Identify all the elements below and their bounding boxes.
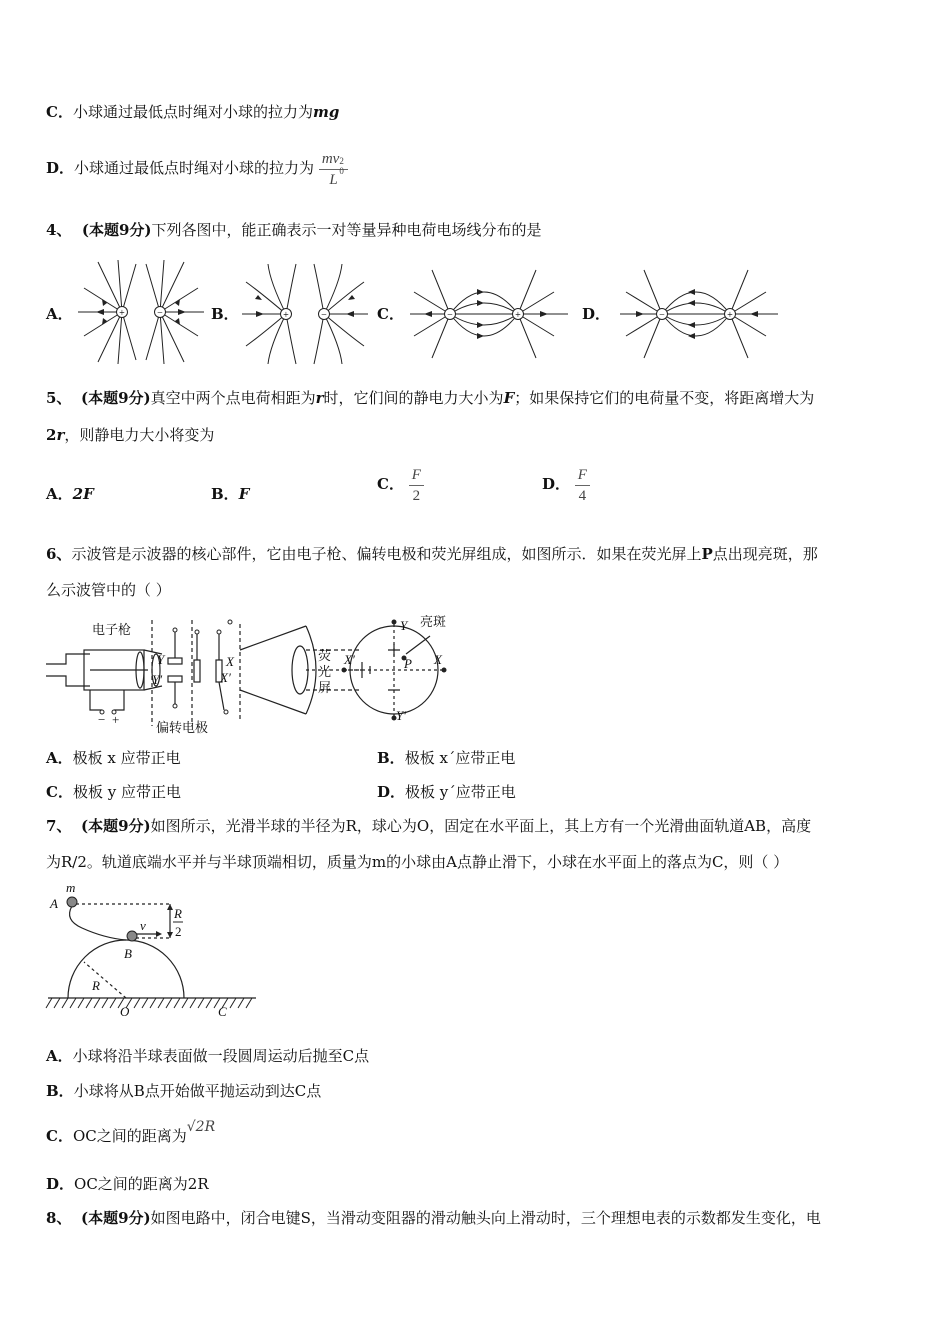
- q6-stem-line2: 么示波管中的（ ）: [46, 581, 171, 599]
- question-points: (本题9分): [80, 817, 151, 835]
- question-text: 真空中两个点电荷相距为: [150, 389, 316, 407]
- label-O: O: [120, 1004, 130, 1019]
- label-screen-1: 荧: [318, 648, 332, 663]
- q8-stem: [46, 1208, 821, 1228]
- q3-option-d: [46, 144, 348, 192]
- question-text: 时，它们间的静电力大小为: [323, 389, 504, 407]
- q5-option-b: [211, 484, 249, 504]
- label-deflect: 偏转电极: [156, 720, 209, 735]
- label-A: A: [50, 896, 58, 911]
- numerator: mv: [321, 150, 340, 167]
- label-plus: +: [112, 712, 120, 727]
- question-text: 如图所示，光滑半球的半径为R，球心为O，固定在水平面上，其上方有一个光滑曲面轨道AB，高度: [150, 817, 812, 835]
- charge-plus: +: [283, 310, 289, 321]
- q6-option-c: [46, 782, 181, 802]
- option-text: 极板 y´应带正电: [405, 783, 516, 801]
- variable-r: r: [56, 426, 65, 444]
- option-label: C．: [46, 1127, 73, 1145]
- number: 2: [46, 426, 57, 444]
- q5-stem-line2: [46, 425, 214, 445]
- option-label: A．: [46, 1047, 73, 1065]
- question-number: 8、: [46, 1209, 72, 1227]
- label-R-half-den: 2: [175, 924, 182, 939]
- label-screen-X: X: [434, 652, 442, 667]
- question-points: (本题9分): [81, 221, 152, 239]
- charge-minus: −: [321, 310, 327, 321]
- question-text: ；如果保持它们的电荷量不变，将距离增大为: [514, 389, 815, 407]
- question-number: 5、: [46, 389, 72, 407]
- option-label: C．: [377, 475, 404, 493]
- fraction: [319, 149, 349, 190]
- label-screen-3: 屏: [318, 680, 332, 695]
- question-number: 7、: [46, 817, 72, 835]
- q4-stem: [46, 220, 542, 240]
- option-label: D．: [46, 159, 75, 177]
- label-P: P: [404, 656, 412, 671]
- label-screen-Y: Y: [400, 618, 408, 633]
- label-gun: 电子枪: [92, 622, 132, 637]
- fraction: [575, 465, 590, 506]
- label-spot: 亮斑: [420, 614, 447, 629]
- q6-stem-line1: [46, 544, 818, 564]
- option-label: B．: [211, 485, 239, 503]
- option-text: 极板 y 应带正电: [72, 783, 181, 801]
- q6-option-a: [46, 748, 181, 768]
- variable-r: r: [315, 389, 324, 407]
- numerator: F: [575, 465, 590, 486]
- question-text: ，则静电力大小将变为: [64, 426, 215, 444]
- q7-option-d: [46, 1174, 209, 1194]
- q5-option-d: [542, 460, 590, 508]
- subscript: 0: [339, 165, 344, 176]
- fraction: [409, 465, 424, 506]
- question-number: 6、: [46, 545, 72, 563]
- field-diagram-b: [240, 262, 370, 366]
- option-math: √2R: [186, 1119, 216, 1135]
- label-X: X: [226, 654, 234, 669]
- q6-option-d: [377, 782, 516, 802]
- hemisphere-diagram: [44, 880, 260, 1022]
- label-screen-Xp: X′: [344, 652, 355, 667]
- question-text: 点出现亮斑，那: [712, 545, 818, 563]
- q7-stem-line2: 为R/2。轨道底端水平并与半球顶端相切，质量为m的小球由A点静止滑下，小球在水平面上的落点为C，则（ ）: [46, 853, 789, 871]
- option-text: OC之间的距离为2R: [74, 1175, 209, 1193]
- option-text: 小球将沿半球表面做一段圆周运动后抛至C点: [72, 1047, 370, 1065]
- q4-label-b: B．: [211, 305, 239, 323]
- question-number: 4、: [46, 221, 72, 239]
- q7-option-a: [46, 1046, 369, 1066]
- option-label: D．: [542, 475, 571, 493]
- question-points: (本题9分): [80, 1209, 151, 1227]
- q4-label-d: D．: [582, 305, 611, 323]
- q4-label-c: C．: [377, 305, 404, 323]
- question-text: 下列各图中，能正确表示一对等量异种电荷电场线分布的是: [151, 221, 542, 239]
- label-m: m: [66, 880, 76, 895]
- option-text: 小球将从B点开始做平抛运动到达C点: [73, 1082, 322, 1100]
- q7-stem-line1: [46, 816, 811, 836]
- label-C: C: [218, 1004, 227, 1019]
- option-label: A．: [46, 485, 73, 503]
- option-text: 极板 x´应带正电: [404, 749, 516, 767]
- superscript: 2: [339, 155, 344, 166]
- option-label: C．: [46, 783, 73, 801]
- option-text: F: [238, 485, 250, 503]
- field-diagram-c: [404, 262, 574, 366]
- field-diagram-a: [76, 258, 206, 366]
- question-text: 如图电路中，闭合电键S，当滑动变阻器的滑动触头向上滑动时，三个理想电表的示数都发生变化，电: [150, 1209, 821, 1227]
- option-text: 小球通过最低点时绳对小球的拉力为: [74, 159, 315, 177]
- q4-label-a: A．: [46, 305, 73, 323]
- option-label: B．: [377, 749, 405, 767]
- label-B: B: [124, 946, 132, 961]
- option-text: 小球通过最低点时绳对小球的拉力为: [72, 103, 313, 121]
- q7-option-c: [46, 1119, 216, 1147]
- question-points: (本题9分): [80, 389, 151, 407]
- option-math: mg: [312, 103, 340, 121]
- option-label: D．: [46, 1175, 75, 1193]
- charge-plus: +: [119, 308, 125, 319]
- field-diagram-d: [614, 262, 784, 366]
- label-Yp: Y′: [152, 672, 163, 687]
- charge-minus: −: [659, 310, 665, 321]
- question-text: 示波管是示波器的核心部件，它由电子枪、偏转电极和荧光屏组成，如图所示．如果在荧光屏上: [71, 545, 702, 563]
- point-label: P: [701, 545, 713, 563]
- label-screen-Yp: Y′: [396, 708, 407, 723]
- charge-minus: −: [157, 308, 163, 319]
- option-text: 2F: [72, 485, 94, 503]
- label-R: R: [92, 978, 100, 993]
- option-label: C．: [46, 103, 73, 121]
- option-label: B．: [46, 1082, 74, 1100]
- q5-option-a: [46, 484, 94, 504]
- q5-stem-line1: [46, 388, 814, 408]
- q6-option-b: [377, 748, 515, 768]
- oscilloscope-diagram: [44, 614, 454, 738]
- option-label: D．: [377, 783, 406, 801]
- q3-option-c: [46, 102, 339, 122]
- label-v: v: [140, 918, 146, 933]
- denominator: 2: [412, 487, 421, 504]
- label-R-half-num: R: [174, 906, 182, 921]
- option-text: 极板 x 应带正电: [72, 749, 181, 767]
- label-Y: Y: [157, 652, 165, 667]
- variable-F: F: [503, 389, 515, 407]
- label-Xp: X′: [220, 670, 231, 685]
- numerator: F: [409, 465, 424, 486]
- q5-option-c: [377, 460, 424, 508]
- charge-plus: +: [515, 310, 521, 321]
- denominator: 4: [578, 487, 587, 504]
- charge-minus: −: [447, 310, 453, 321]
- label-screen-2: 光: [318, 664, 332, 679]
- charge-plus: +: [727, 310, 733, 321]
- option-label: A．: [46, 749, 73, 767]
- option-text: OC之间的距离为: [72, 1127, 187, 1145]
- denominator: L: [329, 171, 338, 188]
- label-minus: −: [98, 712, 106, 727]
- q7-option-b: [46, 1081, 321, 1101]
